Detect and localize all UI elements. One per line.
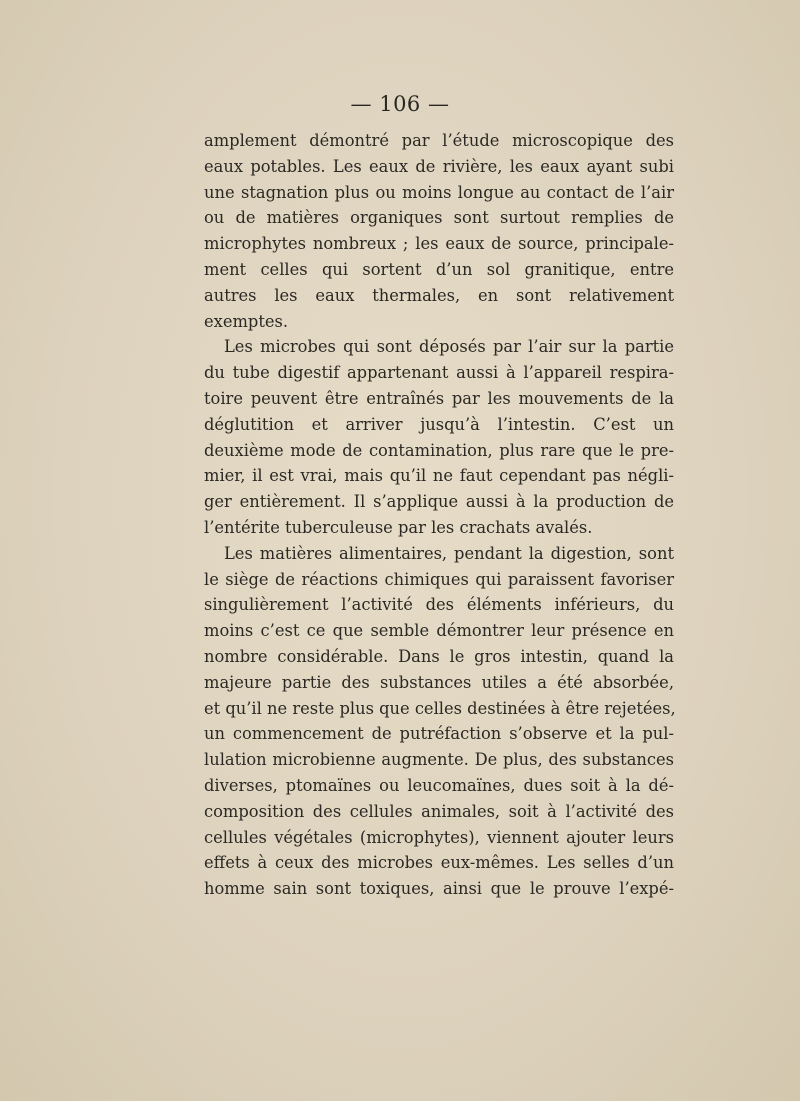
text-line: un commencement de putréfaction s’observe et la pul- xyxy=(204,724,674,744)
text-line: le siège de réactions chimiques qui paraissent favoriser xyxy=(204,569,674,589)
text-line: autres les eaux thermales, en sont relativement xyxy=(204,285,674,305)
text-line: microphytes nombreux ; les eaux de source, principale- xyxy=(204,234,674,254)
text-line: ger entièrement. Il s’applique aussi à la production de xyxy=(204,492,674,512)
page-number: — 106 — xyxy=(350,92,450,116)
text-line: exemptes. xyxy=(204,311,289,331)
text-line: moins c’est ce que semble démontrer leur présence en xyxy=(204,621,674,641)
text-line: nombre considérable. Dans le gros intestin, quand la xyxy=(204,646,674,666)
text-line: déglutition et arriver jusqu’à l’intestin. C’est un xyxy=(204,414,674,434)
text-line: lulation microbienne augmente. De plus, des substances xyxy=(204,750,674,770)
text-line: l’entérite tuberculeuse par les crachats avalés. xyxy=(204,517,593,537)
text-line: ou de matières organiques sont surtout remplies de xyxy=(204,208,674,228)
text-line: du tube digestif appartenant aussi à l’appareil respira- xyxy=(204,363,674,383)
text-line: homme sain sont toxiques, ainsi que le prouve l’expé- xyxy=(204,879,674,899)
text-line: ment celles qui sortent d’un sol granitique, entre xyxy=(204,259,674,279)
body-text xyxy=(204,128,674,902)
text-line: diverses, ptomaïnes ou leucomaïnes, dues soit à la dé- xyxy=(204,775,674,795)
text-line: deuxième mode de contamination, plus rare que le pre- xyxy=(204,440,674,460)
text-line: cellules végétales (microphytes), viennent ajouter leurs xyxy=(204,827,674,847)
text-line: amplement démontré par l’étude microscopique des xyxy=(204,131,674,150)
text-line: mier, il est vrai, mais qu’il ne faut cependant pas négli- xyxy=(204,466,674,486)
text-line: Les matières alimentaires, pendant la digestion, sont xyxy=(224,543,674,563)
text-line: et qu’il ne reste plus que celles destinées à être rejetées, xyxy=(204,698,676,718)
text-line: singulièrement l’activité des éléments inférieurs, du xyxy=(204,595,674,615)
text-line: eaux potables. Les eaux de rivière, les eaux ayant subi xyxy=(204,156,674,176)
text-line: composition des cellules animales, soit à l’activité des xyxy=(204,801,674,821)
text-line: effets à ceux des microbes eux-mêmes. Les selles d’un xyxy=(204,853,674,873)
text-line: Les microbes qui sont déposés par l’air sur la partie xyxy=(224,337,674,357)
text-line: toire peuvent être entraînés par les mouvements de la xyxy=(204,388,674,408)
text-line: une stagnation plus ou moins longue au contact de l’air xyxy=(204,182,674,202)
text-line: majeure partie des substances utiles a été absorbée, xyxy=(204,672,674,692)
